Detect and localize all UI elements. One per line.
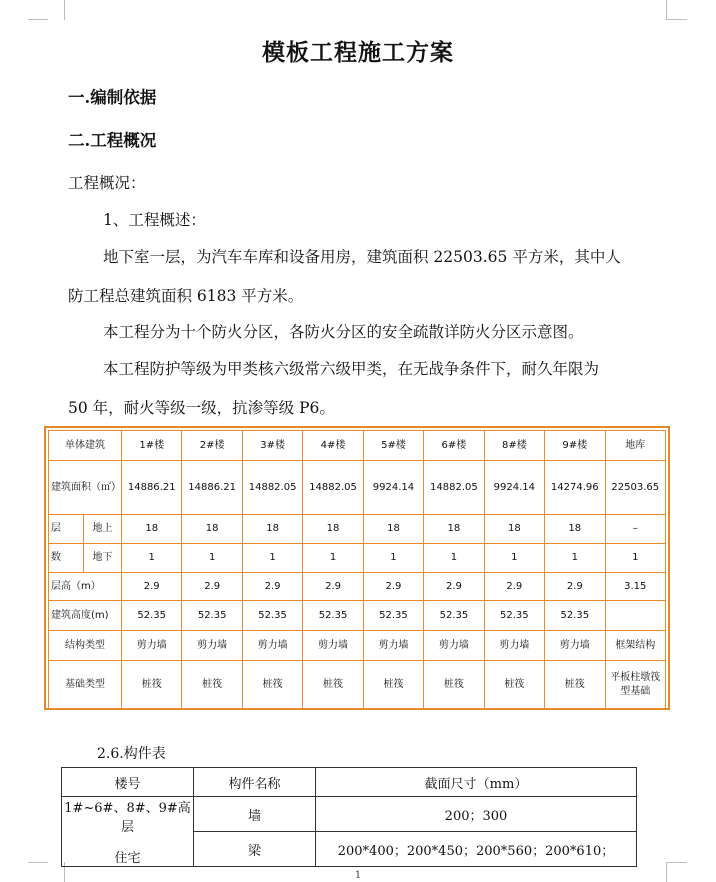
table-cell: 14886.21 [182,461,242,515]
row-label: 结构类型 [49,631,122,661]
table-header-cell: 9#楼 [545,431,605,461]
table-cell: 桩筏 [363,661,423,709]
table-cell: – [605,515,666,544]
paragraph-line: 本工程分为十个防火分区，各防火分区的安全疏散详防火分区示意图。 [103,323,584,341]
table-header-row [62,768,637,797]
table-cell: 18 [484,515,544,544]
table-cell: 1 [545,544,605,573]
table-cell: 52.35 [545,601,605,631]
table-cell: 2.9 [363,573,423,601]
building-group-line: 1#~6#、8#、9#高层 [64,801,191,835]
table-cell: 52.35 [122,601,182,631]
table-cell: 剪力墙 [182,631,242,661]
table-cell: 14274.96 [545,461,605,515]
table-cell: 桩筏 [182,661,242,709]
table-cell: 墙 [194,797,316,832]
crop-mark-bottom-right-h [667,862,687,863]
table-cell: 14882.05 [242,461,302,515]
building-table-frame [44,426,670,710]
table-row [49,544,666,573]
building-group-line: 住宅 [114,851,141,866]
paragraph-line: 本工程防护等级为甲类核六级常六级甲类，在无战争条件下，耐久年限为 [103,360,600,378]
building-group-cell [62,797,194,867]
crop-mark-top-right [666,0,683,20]
table-cell: 桩筏 [484,661,544,709]
row-label: 建筑高度(m) [49,601,122,631]
table-header-cell: 1#楼 [122,431,182,461]
table-header-cell: 5#楼 [363,431,423,461]
document-title: 模板工程施工方案 [262,39,454,66]
table-cell: 52.35 [424,601,484,631]
table-cell: 剪力墙 [303,631,363,661]
table-header-cell: 地库 [605,431,666,461]
table-cell: 框架结构 [605,631,666,661]
table-cell: 18 [303,515,363,544]
table-row [49,461,666,515]
table-cell: 剪力墙 [424,631,484,661]
crop-mark-top-left [48,0,65,20]
table-cell: 桩筏 [122,661,182,709]
table-cell: 1 [182,544,242,573]
table-cell: 2.9 [122,573,182,601]
table-header-row [49,431,666,461]
table-cell: 14882.05 [424,461,484,515]
table-cell: 剪力墙 [122,631,182,661]
crop-mark-top-right-h [667,19,687,20]
table-header-cell: 2#楼 [182,431,242,461]
row-label: 层高（m） [49,573,122,601]
table-cell [605,601,666,631]
table-cell: 2.9 [242,573,302,601]
table-row [49,515,666,544]
overview-label: 工程概况： [68,174,146,192]
table-cell: 2.9 [545,573,605,601]
table-cell: 2.9 [303,573,363,601]
table-cell: 14886.21 [122,461,182,515]
paragraph-line: 50 年，耐火等级一级，抗渗等级 P6。 [68,399,335,417]
row-sublabel: 地下 [84,544,122,573]
section-heading-overview: 二.工程概况 [68,131,157,150]
table-header-cell: 楼号 [62,768,194,797]
table-cell: 1 [242,544,302,573]
paragraph-line: 地下室一层，为汽车车库和设备用房，建筑面积 22503.65 平方米，其中人 [103,248,621,266]
table-cell: 2.9 [424,573,484,601]
table-cell: 18 [363,515,423,544]
table-cell: 52.35 [182,601,242,631]
table-cell: 平板柱墩筏型基础 [605,661,666,709]
table-cell: 22503.65 [605,461,666,515]
table-cell: 14882.05 [303,461,363,515]
item-heading: 1、工程概述： [103,211,206,229]
building-table [48,430,666,709]
table-cell: 3.15 [605,573,666,601]
table-cell: 剪力墙 [484,631,544,661]
table-row [62,797,637,832]
table-cell: 200*400；200*450；200*560；200*610； [316,832,637,867]
table-cell: 9924.14 [363,461,423,515]
row-label: 层 [49,515,84,544]
table-cell: 2.9 [484,573,544,601]
table-cell: 桩筏 [424,661,484,709]
row-label: 数 [49,544,84,573]
paragraph-line: 防工程总建筑面积 6183 平方米。 [68,287,304,305]
table-cell: 52.35 [242,601,302,631]
table-row [49,661,666,709]
table-cell: 桩筏 [545,661,605,709]
table-header-cell: 6#楼 [424,431,484,461]
table-cell: 剪力墙 [242,631,302,661]
table-cell: 1 [122,544,182,573]
table-header-cell: 3#楼 [242,431,302,461]
component-table-heading: 2.6.构件表 [97,746,166,762]
table-cell: 桩筏 [242,661,302,709]
table-cell: 9924.14 [484,461,544,515]
section-heading-basis: 一.编制依据 [68,88,157,107]
table-cell: 52.35 [484,601,544,631]
table-cell: 桩筏 [303,661,363,709]
table-header-cell: 4#楼 [303,431,363,461]
table-header-cell: 8#楼 [484,431,544,461]
row-sublabel: 地上 [84,515,122,544]
table-cell: 52.35 [303,601,363,631]
table-cell: 1 [363,544,423,573]
table-cell: 18 [545,515,605,544]
table-header-cell: 构件名称 [194,768,316,797]
table-cell: 剪力墙 [363,631,423,661]
table-cell: 18 [242,515,302,544]
table-cell: 2.9 [182,573,242,601]
crop-mark-top-left-h [28,19,48,20]
table-cell: 18 [424,515,484,544]
table-cell: 18 [182,515,242,544]
table-header-cell: 截面尺寸（mm） [316,768,637,797]
row-label: 基础类型 [49,661,122,709]
table-cell: 1 [424,544,484,573]
table-cell: 1 [605,544,666,573]
component-table [61,767,637,867]
table-cell: 200；300 [316,797,637,832]
table-cell: 52.35 [363,601,423,631]
table-row [49,631,666,661]
table-row [49,573,666,601]
table-cell: 剪力墙 [545,631,605,661]
table-header-cell: 单体建筑 [49,431,122,461]
crop-mark-bottom-left-h [28,862,48,863]
table-cell: 梁 [194,832,316,867]
table-row [49,601,666,631]
row-label: 建筑面积（㎡） [49,461,122,515]
page-number: 1 [354,870,362,881]
table-cell: 1 [303,544,363,573]
table-cell: 1 [484,544,544,573]
table-cell: 18 [122,515,182,544]
